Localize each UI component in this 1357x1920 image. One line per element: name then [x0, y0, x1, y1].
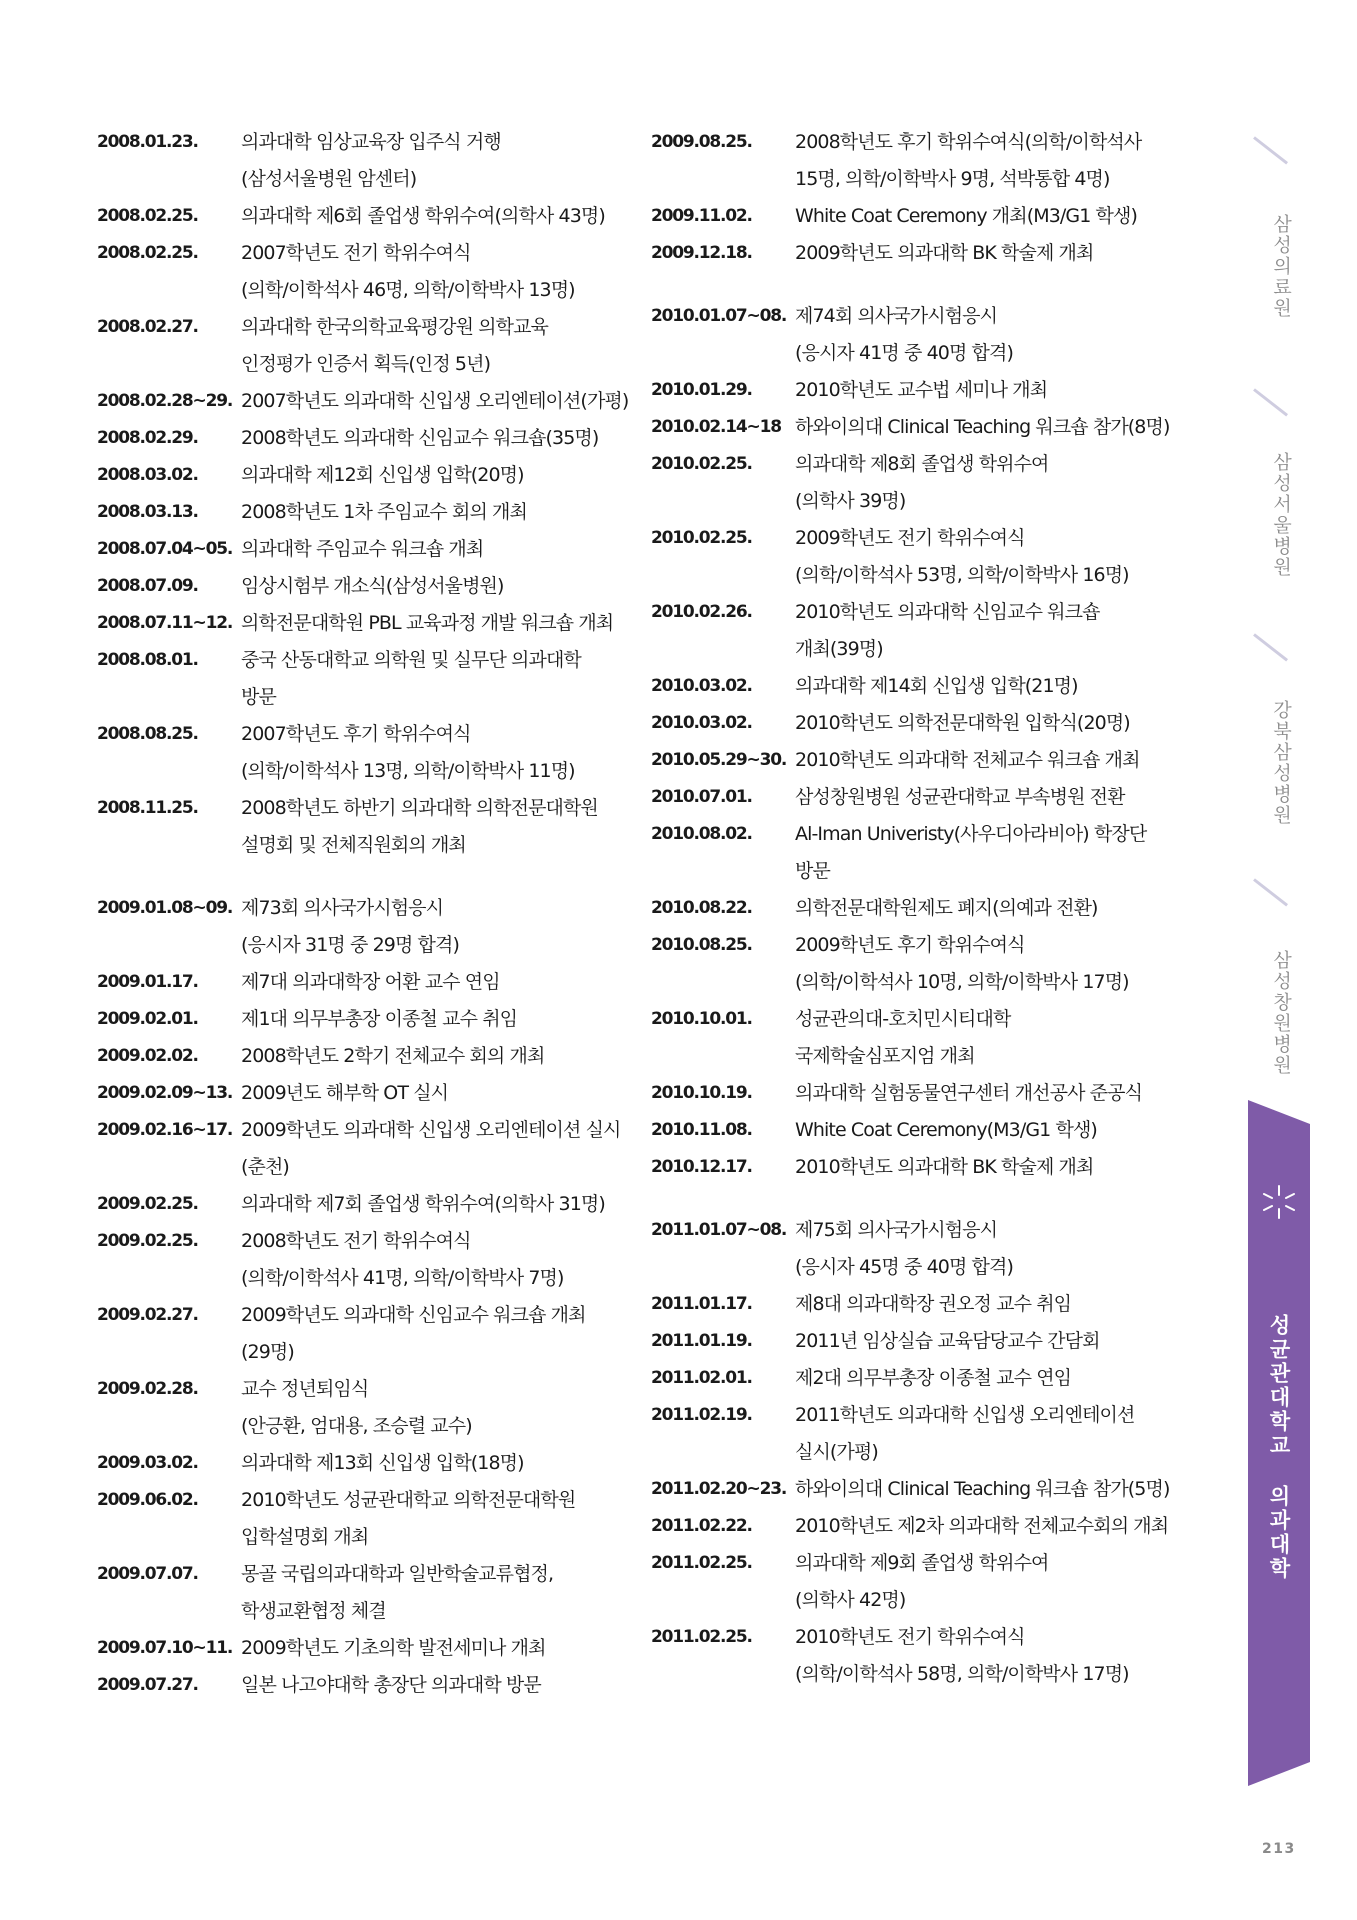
entry-description-line: 제74회 의사국가시험응시 [795, 305, 998, 327]
entry-description [795, 668, 1181, 705]
entry-description-line: 2009학년도 의과대학 신임교수 워크숍 개최 [241, 1304, 586, 1326]
tab-samsung-seoul-hospital[interactable]: 삼성서울병원 [1270, 452, 1292, 578]
entry-description-line: 제73회 의사국가시험응시 [241, 897, 444, 919]
timeline-entry [97, 1038, 637, 1075]
timeline-entry [651, 1471, 1181, 1508]
entry-date: 2011.01.19. [651, 1331, 752, 1351]
entry-description [795, 594, 1181, 668]
entry-description-line: 성균관의대-호치민시티대학 [795, 1008, 1011, 1030]
entry-description-line: 하와이의대 Clinical Teaching 워크숍 참가(5명) [795, 1478, 1170, 1500]
entry-description [241, 235, 637, 309]
timeline-entry [651, 124, 1181, 198]
timeline-entry [651, 1112, 1181, 1149]
timeline-entry [651, 890, 1181, 927]
entry-description-line: 2008학년도 2학기 전체교수 회의 개최 [241, 1045, 545, 1067]
entry-date: 2009.02.09~13. [97, 1083, 233, 1103]
entry-description-line: 의과대학 한국의학교육평강원 의학교육 [241, 316, 548, 338]
timeline-entry [651, 779, 1181, 816]
tab-kangbuk-samsung-hospital[interactable]: 강북삼성병원 [1270, 700, 1292, 826]
entry-description [795, 1545, 1181, 1619]
entry-description-line: (의학/이학석사 10명, 의학/이학박사 17명) [795, 971, 1129, 993]
entry-date: 2009.02.28. [97, 1379, 198, 1399]
entry-description-line: 15명, 의학/이학박사 9명, 석박통합 4명) [795, 168, 1110, 190]
timeline-entry [97, 1186, 637, 1223]
entry-date: 2008.01.23. [97, 132, 198, 152]
entry-description-line: (응시자 31명 중 29명 합격) [241, 934, 459, 956]
entry-description-line: 2007학년도 의과대학 신입생 오리엔테이션(가평) [241, 390, 629, 412]
entry-date: 2011.02.19. [651, 1405, 752, 1425]
entry-description-line: 제1대 의무부총장 이종철 교수 취임 [241, 1008, 518, 1030]
entry-date: 2009.07.10~11. [97, 1638, 233, 1658]
timeline-entry [651, 1360, 1181, 1397]
tab-divider [1253, 136, 1288, 164]
timeline-entry [651, 446, 1181, 520]
entry-date: 2009.02.27. [97, 1305, 198, 1325]
tab-divider [1253, 878, 1288, 906]
entry-date: 2010.08.22. [651, 898, 752, 918]
entry-description-line: 2008학년도 전기 학위수여식 [241, 1230, 471, 1252]
entry-description [795, 1323, 1181, 1360]
timeline-entry [651, 409, 1181, 446]
tab-skku-medicine-active[interactable] [1248, 1124, 1310, 1762]
entry-description-line: 설명회 및 전체직원회의 개최 [241, 834, 466, 856]
entry-description-line: 방문 [795, 860, 830, 882]
entry-date: 2009.03.02. [97, 1453, 198, 1473]
entry-description-line: 2009학년도 기초의학 발전세미나 개최 [241, 1637, 546, 1659]
entry-description [795, 1001, 1181, 1075]
entry-description-line: 2011학년도 의과대학 신입생 오리엔테이션 [795, 1404, 1135, 1426]
entry-description [795, 1212, 1181, 1286]
timeline-entry [97, 568, 637, 605]
entry-description [795, 409, 1181, 446]
entry-description-line: (삼성서울병원 암센터) [241, 168, 417, 190]
entry-description-line: 의과대학 제12회 신입생 입학(20명) [241, 464, 524, 486]
entry-date: 2011.02.22. [651, 1516, 752, 1536]
timeline-entry [97, 1001, 637, 1038]
entry-date: 2008.08.01. [97, 650, 198, 670]
timeline-entry [97, 309, 637, 383]
timeline-entry [97, 235, 637, 309]
entry-description-line: 2010학년도 의학전문대학원 입학식(20명) [795, 712, 1130, 734]
entry-date: 2008.07.04~05. [97, 539, 233, 559]
entry-description-line: 2010학년도 의과대학 신임교수 워크숍 [795, 601, 1100, 623]
timeline-entry [97, 383, 637, 420]
entry-date: 2009.02.01. [97, 1009, 198, 1029]
entry-date: 2010.02.25. [651, 528, 752, 548]
entry-description-line: White Coat Ceremony 개최(M3/G1 학생) [795, 205, 1137, 227]
entry-description [795, 890, 1181, 927]
entry-date: 2008.03.02. [97, 465, 198, 485]
timeline-entry [97, 531, 637, 568]
entry-description-line: Al-Iman Univeristy(사우디아라비아) 학장단 [795, 823, 1147, 845]
entry-description-line: 2011년 임상실습 교육담당교수 간담회 [795, 1330, 1100, 1352]
timeline-entry [651, 1212, 1181, 1286]
entry-date: 2010.02.26. [651, 602, 752, 622]
entry-description [241, 198, 637, 235]
entry-date: 2009.07.27. [97, 1675, 198, 1695]
entry-date: 2011.02.25. [651, 1627, 752, 1647]
entry-date: 2010.02.25. [651, 454, 752, 474]
entry-date: 2011.02.01. [651, 1368, 752, 1388]
entry-description [241, 1445, 637, 1482]
entry-description [241, 457, 637, 494]
entry-description-line: 2008학년도 1차 주임교수 회의 개최 [241, 501, 527, 523]
timeline-entry [651, 235, 1181, 272]
active-tab-label: 성균관대학교 의과대학 [1267, 1314, 1291, 1581]
entry-description [241, 1667, 637, 1704]
entry-date: 2008.07.09. [97, 576, 198, 596]
entry-date: 2010.02.14~18 [651, 417, 781, 437]
entry-description [241, 124, 637, 198]
entry-description [795, 1075, 1181, 1112]
timeline-entry [97, 716, 637, 790]
entry-description [241, 1112, 637, 1186]
entry-description [241, 605, 637, 642]
entry-description [241, 568, 637, 605]
timeline-entry [97, 1371, 637, 1445]
timeline-right-column [651, 124, 1181, 1693]
entry-description-line: 2009학년도 전기 학위수여식 [795, 527, 1025, 549]
entry-description [241, 964, 637, 1001]
entry-date: 2010.01.07~08. [651, 306, 787, 326]
timeline-entry [651, 1545, 1181, 1619]
entry-date: 2008.03.13. [97, 502, 198, 522]
entry-description [795, 446, 1181, 520]
entry-description-line: (안긍환, 엄대용, 조승렬 교수) [241, 1415, 472, 1437]
tab-samsung-medical-center[interactable]: 삼성의료원 [1270, 214, 1292, 319]
entry-description-line: (의학사 42명) [795, 1589, 906, 1611]
entry-description [795, 1508, 1181, 1545]
entry-date: 2011.01.17. [651, 1294, 752, 1314]
entry-description [241, 1556, 637, 1630]
entry-description [795, 816, 1181, 890]
tab-divider [1253, 388, 1288, 416]
entry-description-line: 중국 산동대학교 의학원 및 실무단 의과대학 [241, 649, 581, 671]
entry-date: 2008.11.25. [97, 798, 198, 818]
entry-description-line: 방문 [241, 686, 276, 708]
entry-description [241, 531, 637, 568]
entry-description [795, 124, 1181, 198]
entry-date: 2008.02.25. [97, 206, 198, 226]
entry-description-line: 삼성창원병원 성균관대학교 부속병원 전환 [795, 786, 1125, 808]
timeline-entry [97, 494, 637, 531]
entry-description-line: (29명) [241, 1341, 294, 1363]
entry-description-line: 2008학년도 하반기 의과대학 의학전문대학원 [241, 797, 598, 819]
timeline-entry [97, 1556, 637, 1630]
timeline-entry [651, 705, 1181, 742]
timeline-entry [97, 124, 637, 198]
entry-description-line: 제2대 의무부총장 이종철 교수 연임 [795, 1367, 1072, 1389]
entry-description [241, 642, 637, 716]
timeline-entry [651, 298, 1181, 372]
entry-date: 2010.07.01. [651, 787, 752, 807]
timeline-entry [651, 372, 1181, 409]
entry-description-line: 의과대학 제8회 졸업생 학위수여 [795, 453, 1049, 475]
timeline-entry [97, 1297, 637, 1371]
entry-date: 2009.02.25. [97, 1194, 198, 1214]
entry-description-line: (춘천) [241, 1156, 289, 1178]
entry-date: 2010.03.02. [651, 676, 752, 696]
entry-description-line: 의과대학 제6회 졸업생 학위수여(의학사 43명) [241, 205, 605, 227]
tab-divider [1253, 633, 1288, 661]
entry-description-line: 의과대학 실험동물연구센터 개선공사 준공식 [795, 1082, 1143, 1104]
page-number: 213 [1262, 1841, 1296, 1857]
entry-date: 2010.08.25. [651, 935, 752, 955]
entry-description-line: 임상시험부 개소식(삼성서울병원) [241, 575, 504, 597]
entry-description [795, 1471, 1181, 1508]
entry-date: 2009.02.25. [97, 1231, 198, 1251]
entry-description [241, 1482, 637, 1556]
entry-description-line: 의학전문대학원 PBL 교육과정 개발 워크숍 개최 [241, 612, 614, 634]
entry-date: 2010.10.19. [651, 1083, 752, 1103]
entry-date: 2008.02.27. [97, 317, 198, 337]
entry-date: 2010.11.08. [651, 1120, 752, 1140]
timeline-entry [97, 1075, 637, 1112]
entry-description-line: 2009학년도 의과대학 신입생 오리엔테이션 실시 [241, 1119, 621, 1141]
entry-description [795, 198, 1181, 235]
entry-date: 2009.01.08~09. [97, 898, 233, 918]
timeline-entry [651, 1619, 1181, 1693]
entry-date: 2009.12.18. [651, 243, 752, 263]
timeline-entry [97, 457, 637, 494]
timeline-entry [97, 964, 637, 1001]
entry-description-line: 하와이의대 Clinical Teaching 워크숍 참가(8명) [795, 416, 1170, 438]
entry-date: 2011.02.25. [651, 1553, 752, 1573]
entry-date: 2008.02.28~29. [97, 391, 233, 411]
entry-description [795, 235, 1181, 272]
entry-description-line: 2010학년도 성균관대학교 의학전문대학원 [241, 1489, 576, 1511]
entry-description [241, 1186, 637, 1223]
entry-description-line: 교수 정년퇴임식 [241, 1378, 369, 1400]
entry-date: 2009.08.25. [651, 132, 752, 152]
entry-description [241, 383, 637, 420]
timeline-entry [651, 1149, 1181, 1186]
entry-description-line: 의과대학 제14회 신입생 입학(21명) [795, 675, 1078, 697]
entry-description-line: 2007학년도 전기 학위수여식 [241, 242, 471, 264]
timeline-entry [97, 1223, 637, 1297]
entry-description [795, 705, 1181, 742]
timeline-entry [97, 1630, 637, 1667]
entry-description [241, 494, 637, 531]
timeline-entry [651, 594, 1181, 668]
entry-description-line: 몽골 국립의과대학과 일반학술교류협정, [241, 1563, 554, 1585]
entry-description-line: 2010학년도 전기 학위수여식 [795, 1626, 1025, 1648]
timeline-entry [651, 742, 1181, 779]
timeline-entry [97, 790, 637, 864]
entry-description-line: 2009학년도 후기 학위수여식 [795, 934, 1025, 956]
entry-description-line: 제75회 의사국가시험응시 [795, 1219, 998, 1241]
timeline-entry [651, 1323, 1181, 1360]
timeline-entry [651, 1001, 1181, 1075]
entry-description [795, 520, 1181, 594]
entry-date: 2009.02.16~17. [97, 1120, 233, 1140]
entry-date: 2009.11.02. [651, 206, 752, 226]
entry-date: 2010.05.29~30. [651, 750, 787, 770]
entry-description [795, 372, 1181, 409]
entry-description-line: (의학/이학석사 53명, 의학/이학박사 16명) [795, 564, 1129, 586]
timeline-entry [97, 1112, 637, 1186]
entry-date: 2010.01.29. [651, 380, 752, 400]
entry-description-line: 2010학년도 의과대학 전체교수 워크숍 개최 [795, 749, 1140, 771]
entry-description [241, 716, 637, 790]
timeline-entry [651, 1508, 1181, 1545]
entry-description [795, 927, 1181, 1001]
entry-date: 2008.08.25. [97, 724, 198, 744]
entry-description-line: 2008학년도 의과대학 신임교수 워크숍(35명) [241, 427, 599, 449]
entry-description [241, 1630, 637, 1667]
entry-description-line: White Coat Ceremony(M3/G1 학생) [795, 1119, 1097, 1141]
timeline-entry [651, 1286, 1181, 1323]
entry-date: 2010.10.01. [651, 1009, 752, 1029]
entry-description [795, 1619, 1181, 1693]
entry-description [241, 309, 637, 383]
entry-description-line: 의과대학 제13회 신입생 입학(18명) [241, 1452, 524, 1474]
entry-description [241, 1223, 637, 1297]
timeline-entry [651, 668, 1181, 705]
entry-description [241, 890, 637, 964]
entry-description [241, 1297, 637, 1371]
entry-description-line: (의학/이학석사 46명, 의학/이학박사 13명) [241, 279, 575, 301]
entry-date: 2009.01.17. [97, 972, 198, 992]
entry-description [795, 1112, 1181, 1149]
timeline-entry [97, 890, 637, 964]
entry-description-line: (의학/이학석사 41명, 의학/이학박사 7명) [241, 1267, 564, 1289]
entry-description [241, 420, 637, 457]
timeline-left-column [97, 124, 637, 1704]
timeline-entry [97, 642, 637, 716]
timeline-entry [651, 927, 1181, 1001]
timeline-entry [651, 1075, 1181, 1112]
entry-date: 2008.02.25. [97, 243, 198, 263]
entry-description-line: 2010학년도 제2차 의과대학 전체교수회의 개최 [795, 1515, 1169, 1537]
entry-description-line: 실시(가평) [795, 1441, 878, 1463]
entry-description-line: 2009년도 해부학 OT 실시 [241, 1082, 449, 1104]
entry-description-line: 의과대학 제9회 졸업생 학위수여 [795, 1552, 1049, 1574]
entry-date: 2011.02.20~23. [651, 1479, 787, 1499]
timeline-entry [651, 816, 1181, 890]
timeline-entry [97, 420, 637, 457]
entry-description-line: 국제학술심포지엄 개최 [795, 1045, 975, 1067]
entry-description [795, 1149, 1181, 1186]
entry-date: 2008.07.11~12. [97, 613, 233, 633]
entry-description [795, 1286, 1181, 1323]
tab-samsung-changwon-hospital[interactable]: 삼성창원병원 [1270, 950, 1292, 1076]
entry-description [795, 1397, 1181, 1471]
timeline-entry [97, 1482, 637, 1556]
entry-description-line: 인정평가 인증서 획득(인정 5년) [241, 353, 491, 375]
entry-description [241, 1001, 637, 1038]
timeline-entry [651, 1397, 1181, 1471]
entry-description [795, 1360, 1181, 1397]
entry-description-line: 제8대 의과대학장 권오정 교수 취임 [795, 1293, 1072, 1315]
entry-date: 2008.02.29. [97, 428, 198, 448]
entry-description-line: 의과대학 제7회 졸업생 학위수여(의학사 31명) [241, 1193, 605, 1215]
timeline-entry [97, 605, 637, 642]
entry-description-line: 2007학년도 후기 학위수여식 [241, 723, 471, 745]
entry-description-line: (응시자 41명 중 40명 합격) [795, 342, 1013, 364]
entry-description-line: 개최(39명) [795, 638, 883, 660]
entry-description-line: (의학/이학석사 13명, 의학/이학박사 11명) [241, 760, 575, 782]
entry-date: 2009.06.02. [97, 1490, 198, 1510]
entry-description [241, 1038, 637, 1075]
entry-date: 2011.01.07~08. [651, 1220, 787, 1240]
timeline-entry [97, 1667, 637, 1704]
entry-description-line: 2009학년도 의과대학 BK 학술제 개최 [795, 242, 1094, 264]
entry-description-line: 2010학년도 교수법 세미나 개최 [795, 379, 1048, 401]
entry-description [241, 1075, 637, 1112]
timeline-entry [97, 198, 637, 235]
entry-date: 2010.12.17. [651, 1157, 752, 1177]
entry-description-line: 2008학년도 후기 학위수여식(의학/이학석사 [795, 131, 1142, 153]
entry-description [795, 298, 1181, 372]
entry-date: 2009.02.02. [97, 1046, 198, 1066]
entry-description-line: 학생교환협정 체결 [241, 1600, 386, 1622]
entry-description-line: 의과대학 임상교육장 입주식 거행 [241, 131, 501, 153]
timeline-entry [97, 1445, 637, 1482]
entry-description [241, 1371, 637, 1445]
entry-description-line: 일본 나고야대학 총장단 의과대학 방문 [241, 1674, 541, 1696]
entry-description-line: 입학설명회 개최 [241, 1526, 369, 1548]
entry-description-line: 2010학년도 의과대학 BK 학술제 개최 [795, 1156, 1094, 1178]
entry-date: 2010.08.02. [651, 824, 752, 844]
entry-date: 2010.03.02. [651, 713, 752, 733]
entry-description-line: (의학/이학석사 58명, 의학/이학박사 17명) [795, 1663, 1129, 1685]
entry-description [795, 779, 1181, 816]
entry-description [795, 742, 1181, 779]
entry-description-line: (의학사 39명) [795, 490, 906, 512]
timeline-entry [651, 198, 1181, 235]
entry-description [241, 790, 637, 864]
entry-description-line: 의과대학 주임교수 워크숍 개최 [241, 538, 484, 560]
entry-description-line: (응시자 45명 중 40명 합격) [795, 1256, 1013, 1278]
entry-date: 2009.07.07. [97, 1564, 198, 1584]
entry-description-line: 의학전문대학원제도 폐지(의예과 전환) [795, 897, 1098, 919]
timeline-entry [651, 520, 1181, 594]
entry-description-line: 제7대 의과대학장 어환 교수 연임 [241, 971, 500, 993]
sparkle-icon [1261, 1184, 1297, 1220]
